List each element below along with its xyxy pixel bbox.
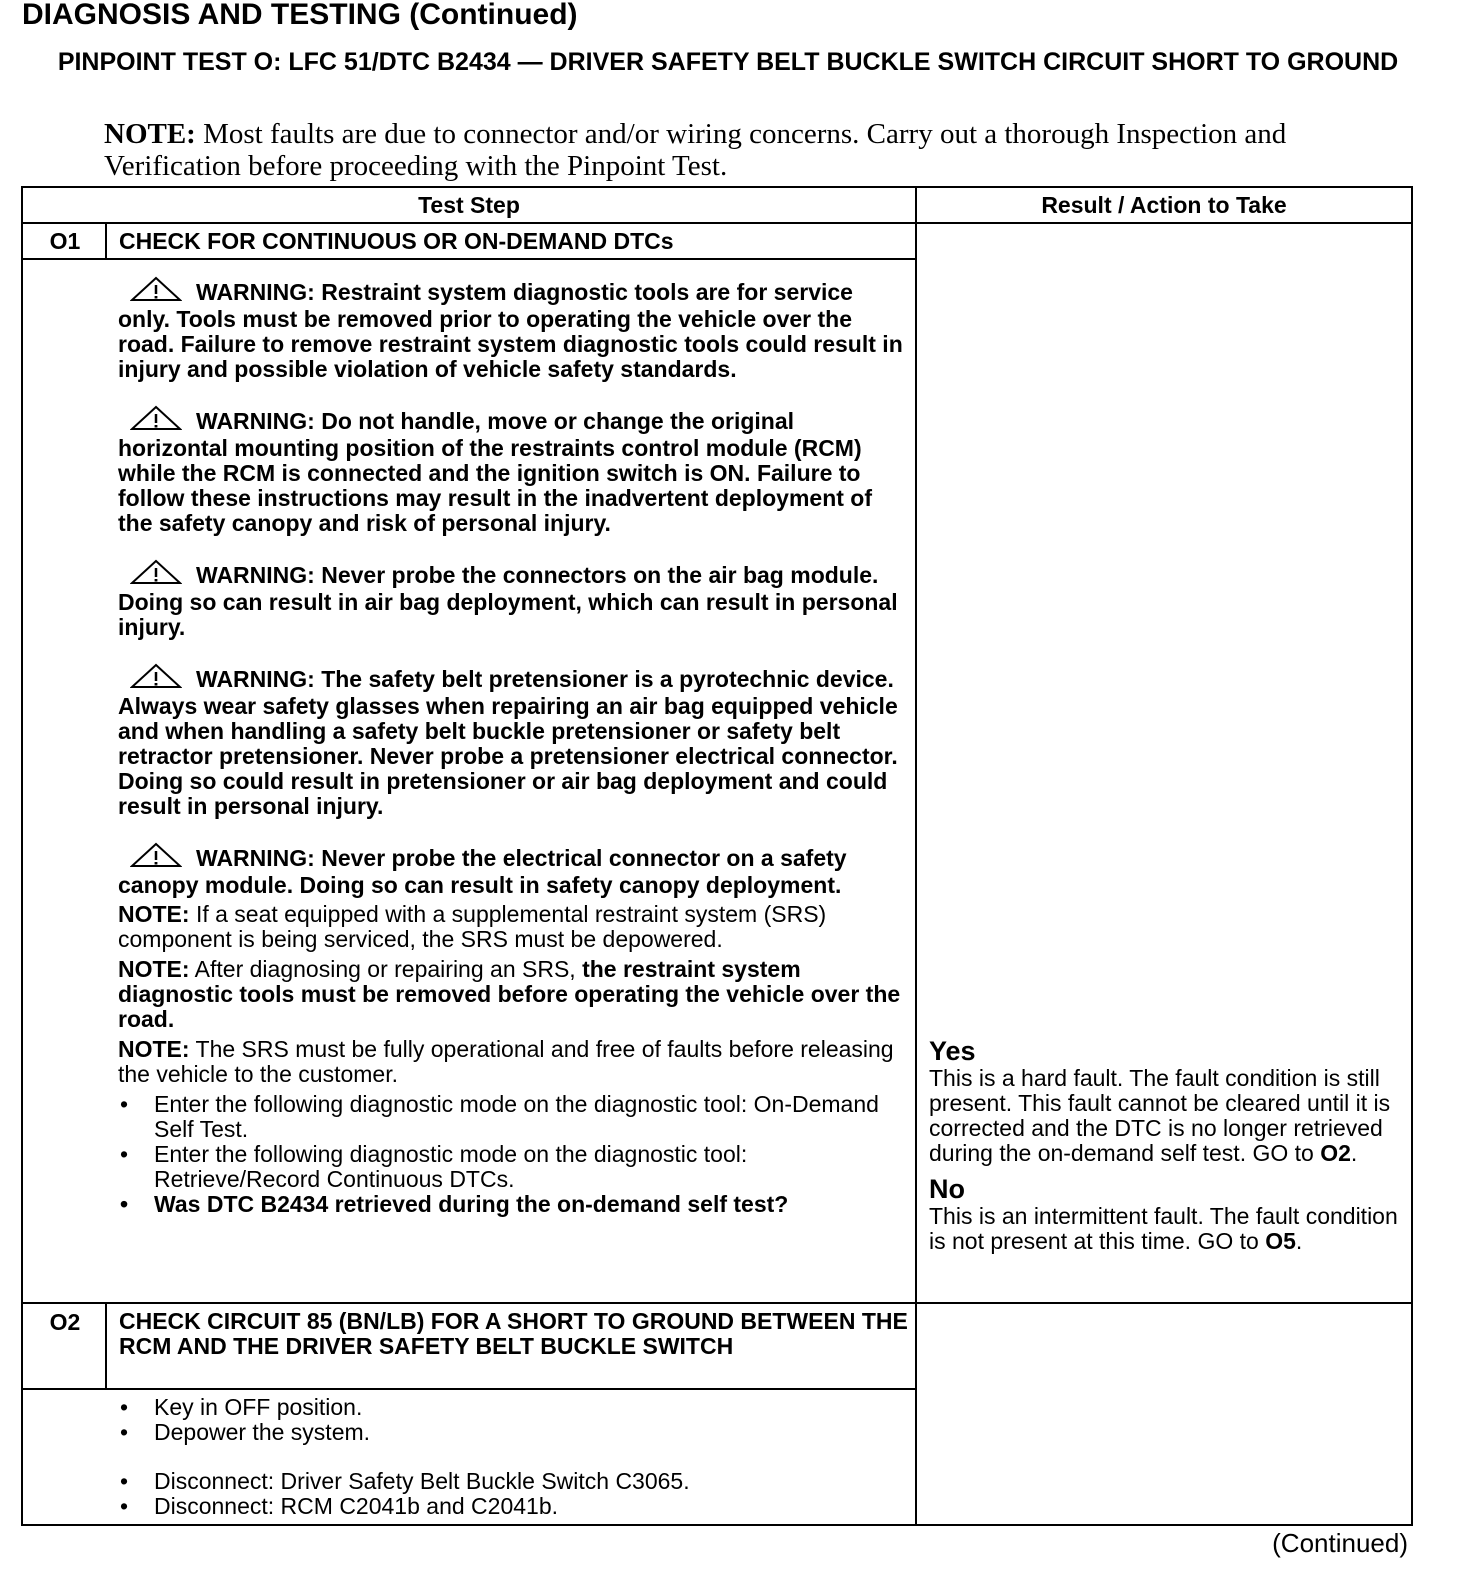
result-yes-text: This is a hard fault. The fault condition is still present. This fault cannot be cleared until it is corrected and the DTC is no longer retrieved during the on-demand self test. GO to O2. <box>929 1065 1391 1166</box>
warning-block: WARNING: Do not handle, move or change the original horizontal mounting position of the restraints control module (RCM) while the RCM is connected and the ignition switch is ON. Failure to follow these instructions may result in the inadvertent deployment of the safety canopy and risk of personal injury. <box>118 405 908 536</box>
warning-triangle-icon <box>130 405 182 436</box>
step-o2-body <box>118 1395 908 1519</box>
step-o1-body <box>118 276 908 1217</box>
note-remove-tools: NOTE: After diagnosing or repairing an SRS, the restraint system diagnostic tools must be removed before operating the vehicle over the road. <box>118 956 901 1032</box>
warning-block: WARNING: Never probe the connectors on the air bag module. Doing so can result in air bag deployment, which can result in personal injury. <box>118 559 908 640</box>
step-o1-actions <box>118 1092 908 1217</box>
step-o2-actions-b <box>118 1469 908 1519</box>
step-id-o1: O1 <box>49 228 81 254</box>
o1-title-divider <box>23 258 915 260</box>
intro-note <box>104 118 1304 182</box>
pinpoint-test-title: PINPOINT TEST O: LFC 51/DTC B2434 — DRIVER SAFETY BELT BUCKLE SWITCH CIRCUIT SHORT TO GROUND <box>57 48 1399 76</box>
warning-triangle-icon <box>130 663 182 694</box>
list-item: • Enter the following diagnostic mode on the diagnostic tool: On-Demand Self Test. <box>118 1092 908 1142</box>
step-o1-result <box>929 1036 1407 1254</box>
result-no-label: No <box>929 1174 965 1204</box>
list-item: • Enter the following diagnostic mode on the diagnostic tool: Retrieve/Record Continuous DTCs. <box>118 1142 908 1192</box>
header-divider <box>23 222 1411 224</box>
warning-triangle-icon <box>130 276 182 307</box>
list-item: • Disconnect: Driver Safety Belt Buckle Switch C3065. <box>118 1469 908 1494</box>
intro-note-label: NOTE: <box>104 118 196 150</box>
step-o2-actions-a <box>118 1395 908 1445</box>
step-title-o1: CHECK FOR CONTINUOUS OR ON-DEMAND DTCs <box>119 228 674 254</box>
warning-block: WARNING: The safety belt pretensioner is a pyrotechnic device. Always wear safety glasses when repairing an air bag equipped vehicle and when handling a safety belt buckle pretensioner or safety belt retractor pretensioner. Never probe a pretensioner electrical connector. Doing so could result in pretensioner or air bag deployment and could result in personal injury. <box>118 663 908 819</box>
page-title: DIAGNOSIS AND TESTING (Continued) <box>22 0 578 31</box>
step-id-o2: O2 <box>49 1309 81 1335</box>
o2-title-divider <box>23 1388 915 1390</box>
step-divider <box>23 1302 1411 1304</box>
list-item: • Key in OFF position. <box>118 1395 908 1420</box>
step-title-o2: CHECK CIRCUIT 85 (BN/LB) FOR A SHORT TO GROUND BETWEEN THE RCM AND THE DRIVER SAFETY BELT BUCKLE SWITCH <box>119 1308 908 1359</box>
column-header-result: Result / Action to Take <box>1041 192 1287 218</box>
column-header-test-step: Test Step <box>418 192 520 218</box>
list-item: • Depower the system. <box>118 1420 908 1445</box>
warning-block: WARNING: Never probe the electrical connector on a safety canopy module. Doing so can result in safety canopy deployment. <box>118 842 908 898</box>
intro-note-text: Most faults are due to connector and/or wiring concerns. Carry out a thorough Inspection and Verification before proceeding with the Pinpoint Test. <box>104 118 1287 182</box>
pinpoint-test-table <box>21 186 1413 1526</box>
result-yes-label: Yes <box>929 1036 976 1066</box>
note-srs-operational: NOTE: The SRS must be fully operational and free of faults before releasing the vehicle to the customer. <box>118 1036 894 1087</box>
continued-label: (Continued) <box>1272 1528 1408 1558</box>
list-item: • Disconnect: RCM C2041b and C2041b. <box>118 1494 908 1519</box>
warning-triangle-icon <box>130 842 182 873</box>
list-item: • Was DTC B2434 retrieved during the on-demand self test? <box>118 1192 908 1217</box>
note-depower: NOTE: If a seat equipped with a supplemental restraint system (SRS) component is being serviced, the SRS must be depowered. <box>118 901 827 952</box>
warning-triangle-icon <box>130 559 182 590</box>
column-divider <box>915 188 917 1524</box>
result-no-text: This is an intermittent fault. The fault condition is not present at this time. GO to O5. <box>929 1203 1398 1254</box>
warning-block: WARNING: Restraint system diagnostic tools are for service only. Tools must be removed prior to operating the vehicle over the road. Failure to remove restraint system diagnostic tools could result in injury and possible violation of vehicle safety standards. <box>118 276 908 382</box>
